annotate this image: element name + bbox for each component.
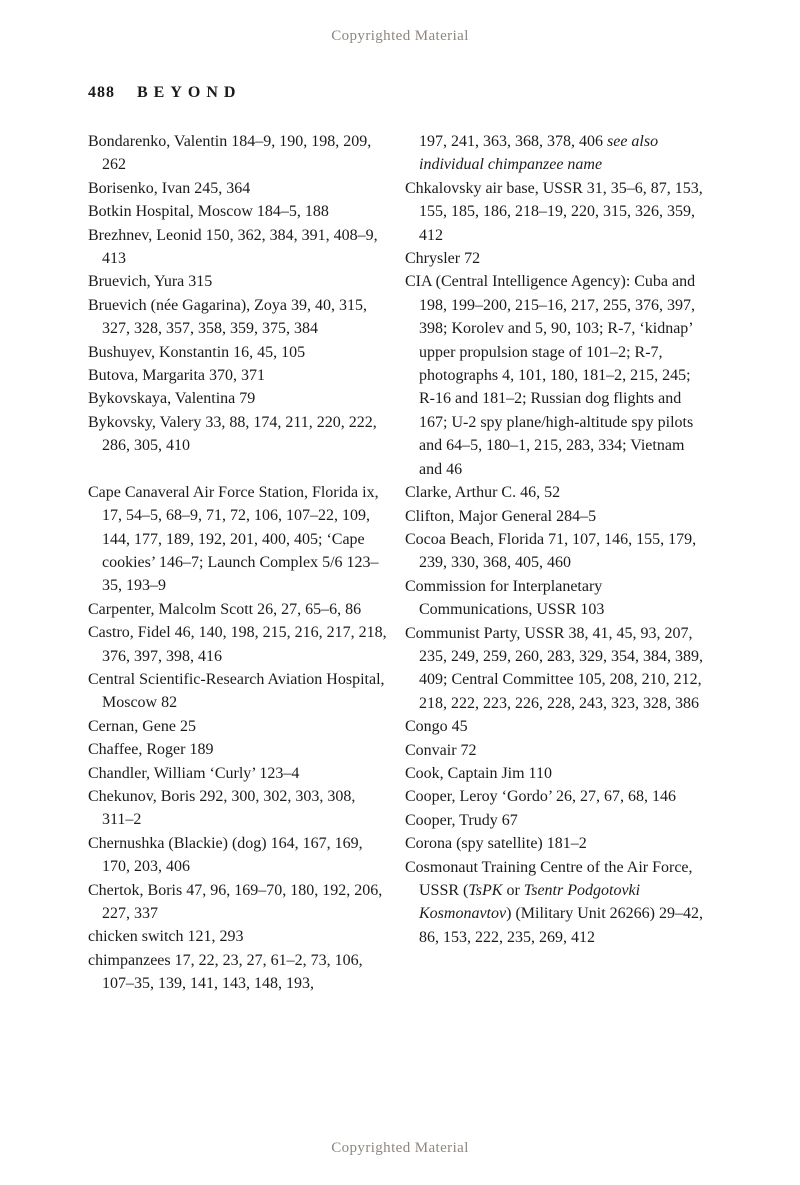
index-entry-text: Congo 45 — [405, 718, 468, 736]
index-entry-italic-text: see also individual chimpanzee name — [419, 133, 659, 174]
index-entry — [88, 949, 387, 996]
index-entry-text: Chernushka (Blackie) (dog) 164, 167, 169, 170, 203, 406 — [88, 834, 363, 876]
copyright-notice-bottom: Copyrighted Material — [331, 1140, 469, 1156]
index-entry — [88, 200, 387, 223]
copyright-notice-top: Copyrighted Material — [331, 28, 469, 44]
index-entry-text: Bruevich, Yura 315 — [88, 273, 213, 291]
index-entry — [405, 505, 704, 528]
index-entry — [88, 364, 387, 387]
index-entry-text: Chekunov, Boris 292, 300, 302, 303, 308, 311–2 — [88, 787, 356, 829]
index-entry-text: Borisenko, Ivan 245, 364 — [88, 179, 251, 197]
index-entry — [405, 785, 704, 808]
index-entry — [88, 387, 387, 410]
index-entry-text: ) (Military Unit 26266) 29–42, 86, 153, 222, 235, 269, 412 — [419, 905, 703, 946]
index-entry-text: Cooper, Trudy 67 — [405, 811, 518, 829]
index-entry — [88, 738, 387, 761]
index-entry — [405, 270, 704, 481]
index-entry — [88, 411, 387, 458]
index-entry — [405, 575, 704, 622]
index-entry — [88, 130, 387, 177]
index-entry — [88, 925, 387, 948]
index-entry — [405, 177, 704, 247]
index-entry — [88, 785, 387, 832]
index-entry — [88, 294, 387, 341]
index-entry-text: Cooper, Leroy ‘Gordo’ 26, 27, 67, 68, 146 — [405, 788, 677, 806]
index-entry — [405, 247, 704, 270]
index-column-left — [88, 130, 387, 996]
index-entry-text: Communist Party, USSR 38, 41, 45, 93, 207, 235, 249, 259, 260, 283, 329, 354, 384, 389, 409; Central Committee 105, 208, 210, 212, 218, 222, 223, 226, 228, 243, 323, 328, 386 — [405, 624, 703, 712]
index-entry-text: Chkalovsky air base, USSR 31, 35–6, 87, 153, 155, 185, 186, 218–19, 220, 315, 326, 359, 412 — [405, 179, 703, 244]
index-entry — [88, 715, 387, 738]
index-entry — [405, 481, 704, 504]
page-number: 488 — [88, 84, 115, 101]
index-entry — [88, 270, 387, 293]
index-entry — [405, 739, 704, 762]
index-entry-text: chimpanzees 17, 22, 23, 27, 61–2, 73, 106, 107–35, 139, 141, 143, 148, 193, — [88, 951, 363, 993]
index-entry-text: Cook, Captain Jim 110 — [405, 764, 552, 782]
index-entry-text: Botkin Hospital, Moscow 184–5, 188 — [88, 203, 329, 221]
book-title: BEYOND — [137, 84, 242, 101]
index-entry-text: Convair 72 — [405, 741, 477, 759]
index-entry-text: Corona (spy satellite) 181–2 — [405, 835, 587, 853]
index-columns — [88, 130, 704, 996]
index-entry — [405, 715, 704, 738]
index-entry-text: Butova, Margarita 370, 371 — [88, 367, 266, 385]
index-entry — [88, 177, 387, 200]
index-entry-text: Chaffee, Roger 189 — [88, 741, 214, 759]
index-entry-text: Cape Canaveral Air Force Station, Florida ix, 17, 54–5, 68–9, 71, 72, 106, 107–22, 109, 144, 177, 189, 192, 201, 400, 405; ‘Cape cookies’ 146–7; Launch Complex 5/6 123–35, 193–9 — [88, 483, 379, 595]
index-entry — [405, 622, 704, 716]
index-entry — [405, 528, 704, 575]
index-entry-text: Bruevich (née Gagarina), Zoya 39, 40, 315, 327, 328, 357, 358, 359, 375, 384 — [88, 296, 368, 338]
index-entry — [88, 832, 387, 879]
index-entry-text: Clifton, Major General 284–5 — [405, 507, 597, 525]
index-entry-text: Brezhnev, Leonid 150, 362, 384, 391, 408–9, 413 — [88, 226, 378, 268]
page-header — [88, 84, 241, 102]
index-entry — [88, 879, 387, 926]
index-column-right — [405, 130, 704, 996]
index-entry-text: or — [502, 882, 524, 899]
index-entry-italic-text: TsPK — [468, 882, 503, 899]
index-entry — [88, 668, 387, 715]
index-entry-text: Chrysler 72 — [405, 250, 481, 268]
index-entry-text: 197, 241, 363, 368, 378, 406 — [419, 133, 607, 150]
index-entry-text: Carpenter, Malcolm Scott 26, 27, 65–6, 86 — [88, 600, 362, 618]
index-entry — [88, 481, 387, 598]
index-entry-text: Bykovsky, Valery 33, 88, 174, 211, 220, 222, 286, 305, 410 — [88, 413, 377, 455]
index-entry-text: Chandler, William ‘Curly’ 123–4 — [88, 764, 300, 782]
index-entry-text: CIA (Central Intelligence Agency): Cuba and 198, 199–200, 215–16, 217, 255, 376, 397, 398; Korolev and 5, 90, 103; R-7, ‘kidnap’ upper propulsion stage of 101–2; R-7, photographs 4, 101, 180, 181–2, 215, 245; R-16 and 181–2; Russian dog flights and 167; U-2 spy plane/high-altitude spy pilots and 64–5, 180–1, 215, 283, 334; Vietnam and 46 — [405, 273, 696, 478]
index-entry-text: Central Scientific-Research Aviation Hospital, Moscow 82 — [88, 670, 385, 712]
index-entry — [405, 809, 704, 832]
index-entry-text: Bykovskaya, Valentina 79 — [88, 390, 256, 408]
index-entry-text: Castro, Fidel 46, 140, 198, 215, 216, 217, 218, 376, 397, 398, 416 — [88, 624, 387, 665]
index-entry-text: chicken switch 121, 293 — [88, 928, 244, 946]
index-entry — [405, 832, 704, 855]
index-entry-text: Cernan, Gene 25 — [88, 717, 196, 735]
index-entry — [88, 598, 387, 621]
index-entry — [405, 130, 704, 177]
index-entry-text: Clarke, Arthur C. 46, 52 — [405, 484, 561, 502]
index-entry-text: Bushuyev, Konstantin 16, 45, 105 — [88, 343, 306, 361]
index-entry-text: Cosmonaut Training Centre of the Air Force, USSR ( — [405, 858, 693, 899]
index-entry — [405, 762, 704, 785]
index-entry-text: Chertok, Boris 47, 96, 169–70, 180, 192, 206, 227, 337 — [88, 881, 383, 922]
index-entry-text: Cocoa Beach, Florida 71, 107, 146, 155, 179, 239, 330, 368, 405, 460 — [405, 530, 697, 572]
index-entry — [405, 856, 704, 950]
index-entry-italic-text: Tsentr Podgotovki Kosmonavtov — [419, 882, 641, 923]
index-entry-text: Commission for Interplanetary Communications, USSR 103 — [405, 577, 605, 619]
index-entry — [88, 341, 387, 364]
index-entry — [88, 224, 387, 271]
index-entry — [88, 621, 387, 668]
index-entry-text: Bondarenko, Valentin 184–9, 190, 198, 209, 262 — [88, 133, 372, 174]
index-entry — [88, 762, 387, 785]
